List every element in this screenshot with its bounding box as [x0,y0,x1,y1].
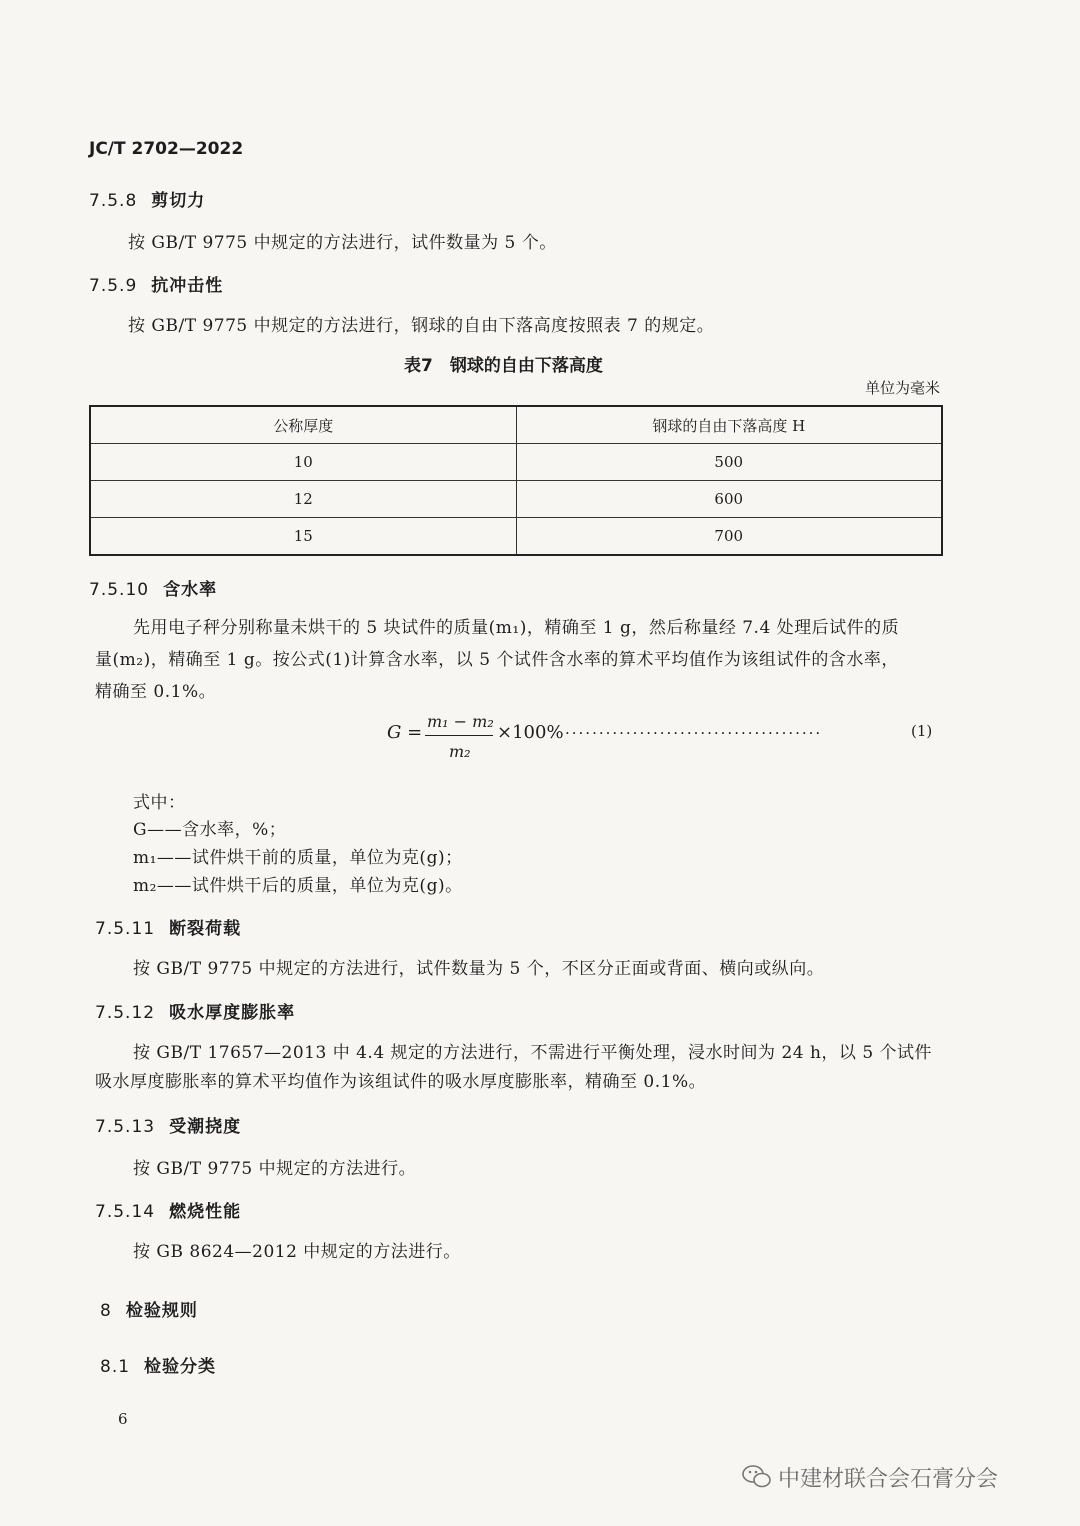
section-7-5-12-line-2: 吸水厚度膨胀率的算术平均值作为该组试件的吸水厚度膨胀率，精确至 0.1%。 [95,1072,707,1092]
section-7-5-11-heading [95,914,241,939]
section-7-5-10-line-2: 量(m₂)，精确至 1 g。按公式(1)计算含水率，以 5 个试件含水率的算术平均值作为该组试件的含水率， [95,650,899,670]
section-number: 8 [100,1301,112,1321]
table-row [90,481,942,518]
section-number: 7.5.11 [95,919,156,939]
watermark-text: 中建材联合会石膏分会 [778,1467,999,1492]
section-7-5-14-text: 按 GB 8624—2012 中规定的方法进行。 [133,1242,461,1262]
section-title: 含水率 [163,580,218,600]
section-title: 抗冲击性 [151,276,224,296]
wechat-icon [742,1464,772,1496]
section-title: 检验规则 [125,1301,198,1321]
table-header-row [90,406,942,444]
section-number: 7.5.9 [89,276,138,296]
section-7-5-10-line-1: 先用电子秤分别称量未烘干的 5 块试件的质量(m₁)，精确至 1 g，然后称量经 7.4 处理后试件的质 [133,618,900,638]
formula-denominator: m₂ [449,742,471,761]
where-item-m2: m₂——试件烘干后的质量，单位为克(g)。 [133,876,463,896]
section-7-5-12-line-1: 按 GB/T 17657—2013 中 4.4 规定的方法进行，不需进行平衡处理，浸水时间为 24 h，以 5 个试件 [133,1043,933,1063]
section-title: 断裂荷载 [169,919,242,939]
section-title: 剪切力 [151,191,206,211]
formula-tail: ×100% [497,722,564,743]
where-item-m1: m₁——试件烘干前的质量，单位为克(g)； [133,848,463,868]
document-id: JC/T 2702—2022 [89,139,244,159]
section-number: 7.5.10 [89,580,150,600]
formula-lhs: G = [387,722,423,743]
fraction-bar [425,735,493,736]
cell-thickness: 15 [90,518,516,556]
page-number: 6 [118,1410,129,1428]
section-number: 7.5.12 [95,1003,156,1023]
section-number: 8.1 [100,1357,131,1377]
cell-height: 500 [516,444,942,481]
table-row [90,444,942,481]
header-drop-height: 钢球的自由下落高度 H [516,406,942,444]
section-7-5-8-heading [89,186,205,211]
cell-height: 700 [516,518,942,556]
section-7-5-13-text: 按 GB/T 9775 中规定的方法进行。 [133,1159,417,1179]
section-7-5-9-heading [89,271,223,296]
section-7-5-14-heading [95,1197,241,1222]
section-number: 7.5.14 [95,1202,156,1222]
cell-thickness: 12 [90,481,516,518]
watermark [742,1462,998,1496]
section-7-5-9-text: 按 GB/T 9775 中规定的方法进行，钢球的自由下落高度按照表 7 的规定。 [128,316,715,336]
moisture-formula [387,712,947,772]
section-7-5-8-text: 按 GB/T 9775 中规定的方法进行，试件数量为 5 个。 [128,233,557,253]
section-8-heading [100,1296,198,1321]
section-title: 检验分类 [144,1357,217,1377]
cell-height: 600 [516,481,942,518]
section-title: 燃烧性能 [169,1202,242,1222]
section-7-5-12-heading [95,998,295,1023]
section-7-5-10-heading [89,575,217,600]
section-number: 7.5.13 [95,1117,156,1137]
cell-thickness: 10 [90,444,516,481]
formula-dots: ...................................... [565,720,823,738]
section-8-1-heading [100,1352,216,1377]
section-7-5-11-text: 按 GB/T 9775 中规定的方法进行，试件数量为 5 个，不区分正面或背面、横向或纵向。 [133,959,825,979]
table-caption: 表7 钢球的自由下落高度 [404,356,603,376]
table-unit: 单位为毫米 [864,379,940,397]
section-title: 吸水厚度膨胀率 [169,1003,296,1023]
where-item-g: G——含水率，%； [133,820,287,840]
section-7-5-10-line-3: 精确至 0.1%。 [95,682,217,702]
table-row [90,518,942,556]
header-nominal-thickness: 公称厚度 [90,406,516,444]
section-7-5-13-heading [95,1112,241,1137]
section-title: 受潮挠度 [169,1117,242,1137]
equation-number: (1) [911,722,933,740]
where-label: 式中： [133,793,186,813]
section-number: 7.5.8 [89,191,138,211]
formula-numerator: m₁ − m₂ [427,712,494,731]
steel-ball-drop-height-table [89,405,943,556]
